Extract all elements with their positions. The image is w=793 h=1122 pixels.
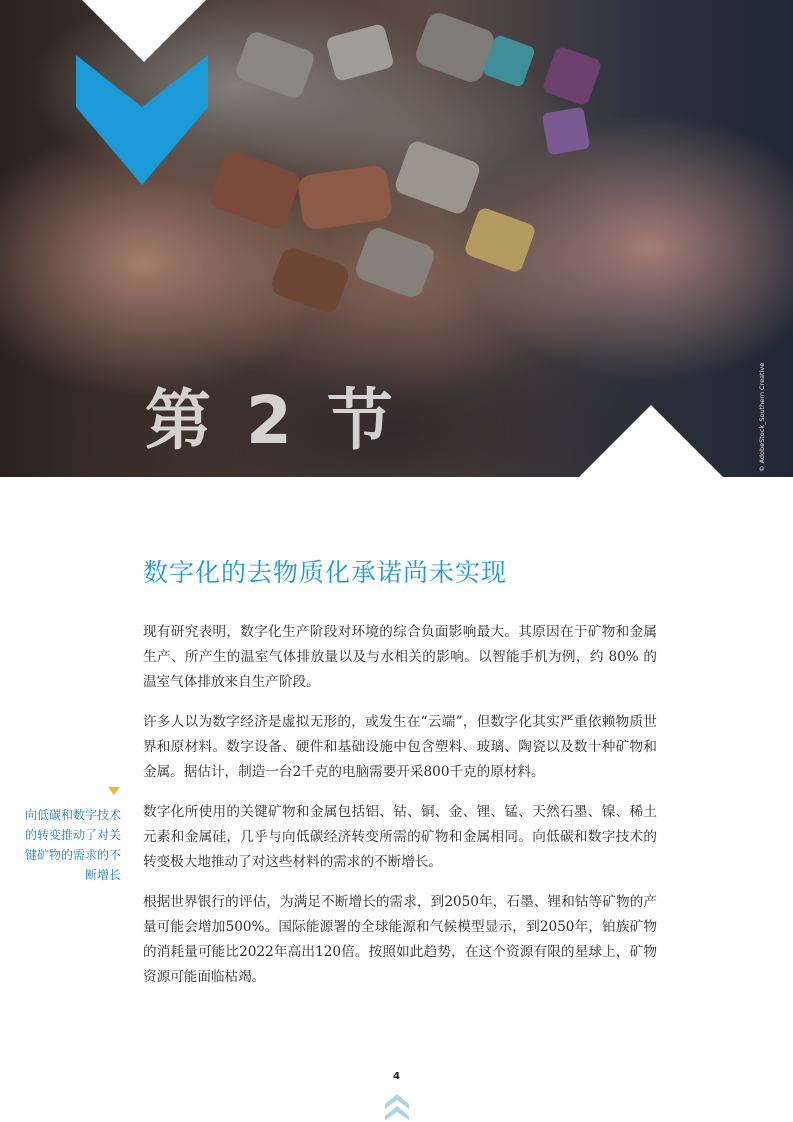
photo-credit: © AdobeStock_Southern Creative xyxy=(758,362,766,472)
paragraph: 现有研究表明，数字化生产阶段对环境的综合负面影响最大。其原因在于矿物和金属生产、所产生的温室气体排放量以及与水相关的影响。以智能手机为例，约 80% 的温室气体排放来自生产阶段。 xyxy=(143,624,657,690)
paragraph: 许多人以为数字经济是虚拟无形的，或发生在“云端”，但数字化其实严重依赖物质世界和原材料。数字设备、硬件和基础设施中包含塑料、玻璃、陶瓷以及数十种矿物和金属。据估计，制造一台2千克的电脑需要开采800千克的原材料。 xyxy=(143,714,657,780)
mineral-stone xyxy=(207,148,303,232)
page-heading: 数字化的去物质化承诺尚未实现 xyxy=(143,558,508,587)
paragraph: 根据世界银行的评估，为满足不断增长的需求，到2050年，石墨、锂和钴等矿物的产量可能会增加500%。国际能源署的全球能源和气候模型显示，到2050年，铂族矿物的消耗量可能比2022年高出120倍。按照如此趋势，在这个资源有限的星球上，矿物资源可能面临枯竭。 xyxy=(143,894,657,985)
purple-crystal xyxy=(542,107,591,156)
chevron-down-icon xyxy=(76,55,208,185)
mineral-stone xyxy=(297,164,394,231)
purple-crystal xyxy=(541,45,603,107)
white-triangle-bottom-right xyxy=(579,405,723,477)
mineral-stone xyxy=(353,225,438,301)
paragraph: 数字化所使用的关键矿物和金属包括铝、钴、铜、金、锂、锰、天然石墨、镍、稀土元素和金属硅，几乎与向低碳经济转变所需的矿物和金属相同。向低碳和数字技术的转变极大地推动了对这些材料的需求的不断增长。 xyxy=(143,804,657,870)
page-number: 4 xyxy=(393,1071,400,1082)
mineral-stone xyxy=(325,23,395,82)
pull-quote: 向低碳和数字技术的转变推动了对关键矿物的需求的不断增长 xyxy=(24,808,121,882)
mineral-stone xyxy=(393,139,482,216)
hero-photo xyxy=(0,0,793,477)
pull-quote-sidebar xyxy=(18,780,121,885)
mineral-stone xyxy=(269,245,352,316)
pyrite-crystal xyxy=(463,206,536,274)
mineral-stone xyxy=(234,30,317,101)
double-chevron-up-icon[interactable] xyxy=(383,1092,411,1120)
white-triangle-top xyxy=(82,0,206,62)
triangle-marker-icon xyxy=(108,787,120,795)
section-title: 第 2 节 xyxy=(145,382,399,459)
body-text xyxy=(143,620,657,1005)
